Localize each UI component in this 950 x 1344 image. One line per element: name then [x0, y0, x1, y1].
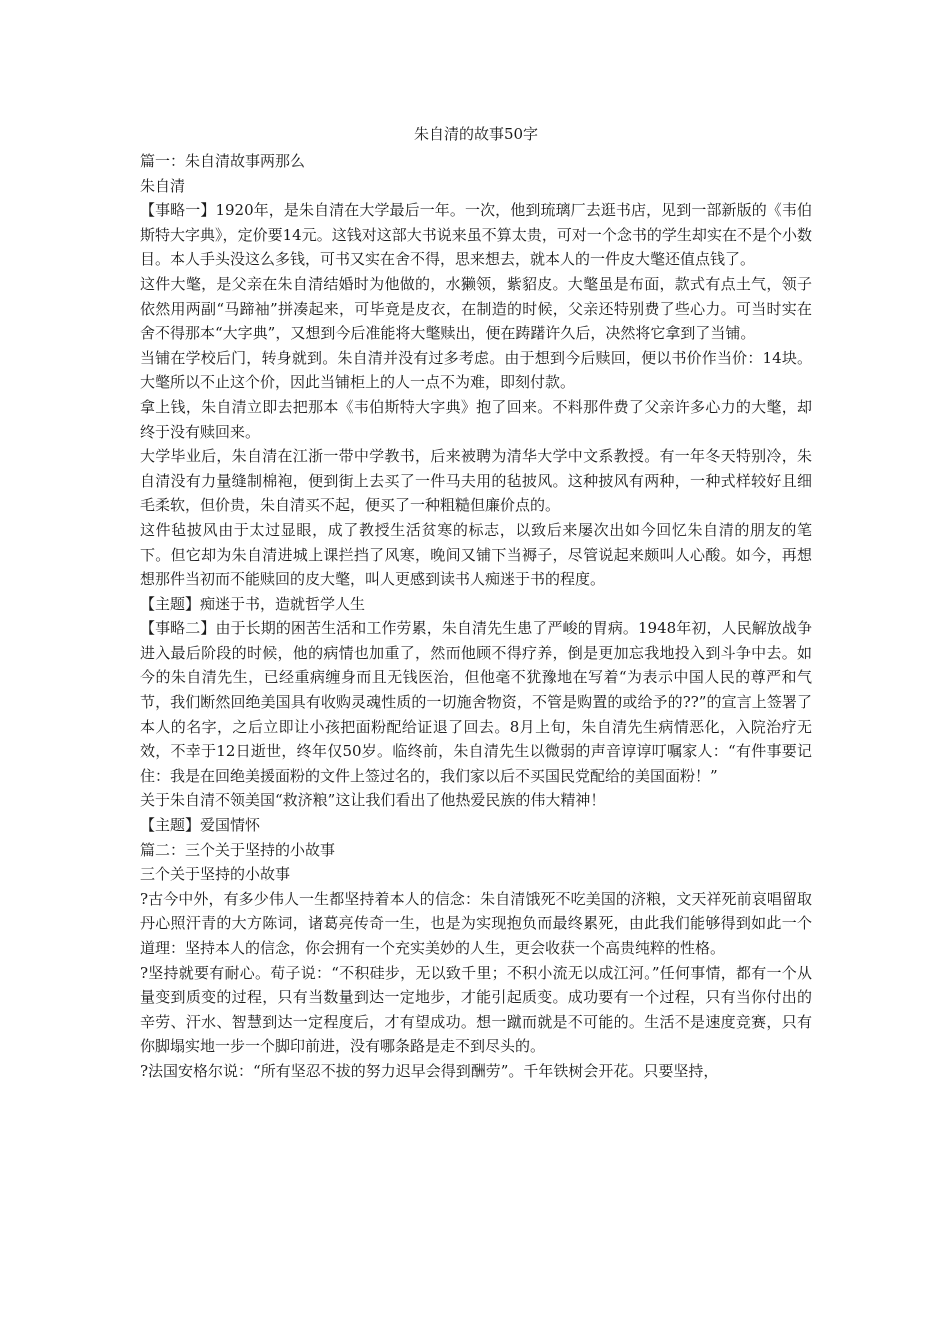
- paragraph: 【事略二】由于长期的困苦生活和工作劳累，朱自清先生患了严峻的胃病。1948年初，人民解放战争进入最后阶段的时候，他的病情也加重了，然而他顾不得疗养，倒是更加忘我地投入到斗争中去。如今的朱自清先生，已经重病缠身而且无钱医治，但他毫不犹豫地在写着“为表示中国人民的尊严和气节，我们断然回绝美国具有收购灵魂性质的一切施舍物资，不管是购置的或给予的??”的宣言上签署了本人的名字，之后立即让小孩把面粉配给证退了回去。8月上旬，朱自清先生病情恶化，入院治疗无效，不幸于12日逝世，终年仅50岁。临终前，朱自清先生以微弱的声音谆谆叮嘱家人：“有件事要记住：我是在回绝美援面粉的文件上签过名的，我们家以后不买国民党配给的美国面粉！”: [140, 619, 812, 785]
- paragraph: 这件毡披风由于太过显眼，成了教授生活贫寒的标志，以致后来屡次出如今回忆朱自清的朋友的笔下。但它却为朱自清进城上课拦挡了风寒，晚间又铺下当褥子，尽管说起来颇叫人心酸。如今，再想想那件当初而不能赎回的皮大氅，叫人更感到读书人痴迷于书的程度。: [140, 520, 812, 589]
- paragraph: ?法国安格尔说：“所有坚忍不拔的努力迟早会得到酬劳”。千年铁树会开花。只要坚持，: [140, 1061, 719, 1080]
- document-page: [140, 121, 812, 1084]
- paragraph: 拿上钱，朱自清立即去把那本《韦伯斯特大字典》抱了回来。不料那件费了父亲许多心力的大氅，却终于没有赎回来。: [140, 397, 812, 441]
- paragraph: ?古今中外，有多少伟人一生都坚持着本人的信念：朱自清饿死不吃美国的济粮，文天祥死前哀唱留取丹心照汗青的大方陈词，诸葛亮传奇一生，也是为实现抱负而最终累死，由此我们能够得到如此一个道理：坚持本人的信念，你会拥有一个充实美妙的人生，更会收获一个高贵纯粹的性格。: [140, 889, 812, 957]
- paragraph: 【事略一】1920年，是朱自清在大学最后一年。一次，他到琉璃厂去逛书店，见到一部新版的《韦伯斯特大字典》，定价要14元。这钱对这部大书说来虽不算太贵，可对一个念书的学生却实在不是个小数目。本人手头没这么多钱，可书又实在舍不得，思来想去，就本人的一件皮大氅还值点钱了。: [140, 201, 812, 269]
- paragraph: 当铺在学校后门，转身就到。朱自清并没有过多考虑。由于想到今后赎回，便以书价作当价：14块。大氅所以不止这个价，因此当铺柜上的人一点不为难，即刻付款。: [140, 348, 812, 392]
- paragraph: 大学毕业后，朱自清在江浙一带中学教书，后来被聘为清华大学中文系教授。有一年冬天特别冷，朱自清没有力量缝制棉袍，便到街上去买了一件马夫用的毡披风。这种披风有两种，一种式样较好且细毛柔软，但价贵，朱自清买不起，便买了一种粗糙但廉价点的。: [140, 447, 812, 515]
- paragraph: 三个关于坚持的小故事: [140, 865, 291, 884]
- document-body: [140, 149, 812, 1084]
- paragraph: 这件大氅，是父亲在朱自清结婚时为他做的，水獭领，紫貂皮。大氅虽是布面，款式有点土气，领子依然用两副“马蹄袖”拼凑起来，可毕竟是皮衣，在制造的时候，父亲还特别费了些心力。可当时实在舍不得那本“大字典”，又想到今后准能将大氅赎出，便在踌躇许久后，决然将它拿到了当铺。: [140, 274, 812, 343]
- paragraph: 篇二：三个关于坚持的小故事: [140, 840, 336, 859]
- paragraph: 篇一：朱自清故事两那么: [140, 152, 306, 170]
- paragraph: 【主题】痴迷于书，造就哲学人生: [140, 594, 366, 613]
- paragraph: 【主题】爱国情怀: [140, 816, 261, 835]
- document-title: 朱自清的故事50字: [413, 125, 539, 143]
- paragraph: 朱自清: [140, 176, 186, 195]
- paragraph: ?坚持就要有耐心。荀子说：“不积硅步，无以致千里；不积小流无以成江河。”任何事情，都有一个从量变到质变的过程，只有当数量到达一定地步，才能引起质变。成功要有一个过程，只有当你付出的辛劳、汗水、智慧到达一定程度后，才有望成功。想一蹴而就是不可能的。生活不是速度竞赛，只有你脚塌实地一步一个脚印前进，没有哪条路是走不到尽头的。: [140, 963, 812, 1056]
- paragraph: 关于朱自清不领美国“救济粮”这让我们看出了他热爱民族的伟大精神！: [140, 791, 606, 810]
